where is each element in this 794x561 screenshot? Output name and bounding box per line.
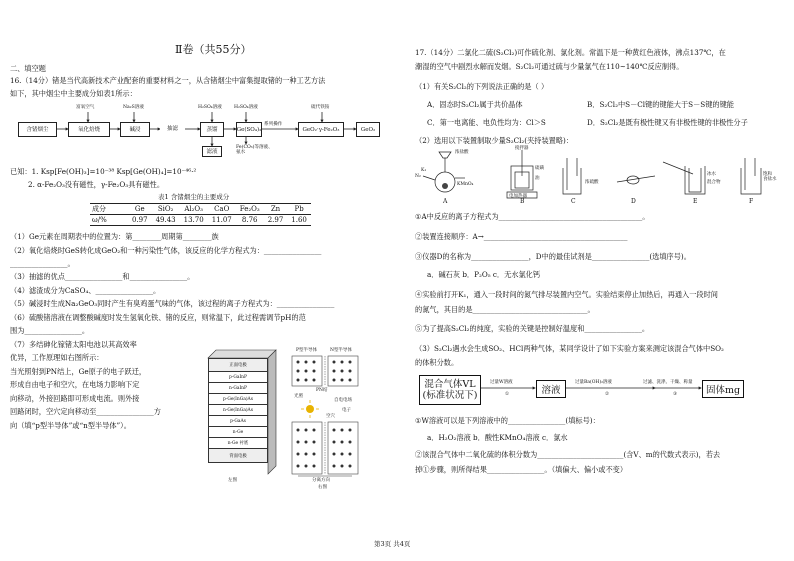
arrow-label-w: 过量W溶液 [490, 380, 513, 385]
flow-geo2-fe2o3: GeO₂·γ-Fe₂O₃ [298, 122, 344, 137]
flow-distill: 蒸馏 [200, 122, 224, 137]
pn-junction-figure [290, 348, 370, 488]
label-n-type: N型半导体 [330, 348, 352, 353]
label-F: F [749, 198, 754, 205]
label-heater: 电加热器 [509, 194, 527, 199]
table-title: 表1 含锗烟尘的主要成分 [158, 193, 230, 201]
label-kmno4: KMnO₄ [457, 182, 474, 187]
q17-j2b: 掉①步骤，则所得结果________________。（填偏大、偏小或不变） [415, 465, 628, 474]
q17-p1: （1）有关S₂Cl₂的下列说法正确的是（ ） [415, 82, 549, 91]
flow-series: 系列操作 [264, 122, 283, 127]
known-2: 2. α-Fe₂O₃没有磁性，γ-Fe₂O₃具有磁性。 [28, 180, 165, 189]
q16-s2a: （2）氧化焙烧时GeS转化成GeO₂和一种污染性气体，该反应的化学方程式为：________________ [10, 246, 322, 255]
q17-i4b: 的氮气，其目的是________________________________。 [415, 305, 595, 314]
q16-s7d: 形成自由电子和空穴，在电场力影响下定 [10, 380, 140, 389]
label-hole: 空穴 [326, 414, 335, 419]
table-cell: 0.97 [128, 215, 152, 226]
q16-s1: （1）Ge元素在周期表中的位置为：第________周期第________族 [10, 232, 219, 241]
q17-i3-options: a．碱石灰 b．P₂O₅ c．无水氯化钙 [427, 270, 541, 279]
table-cell: Fe₂O₃ [236, 204, 264, 215]
q17-i1: ①A中反应的离子方程式为________________________________________。 [415, 212, 650, 221]
table-cell: ω/% [90, 215, 128, 226]
box-mixed-gas: 混合气体VL (标准状况下) [419, 375, 481, 405]
apparatus-figure [405, 146, 794, 206]
table-header-row [90, 204, 311, 215]
flow-air: 富氧空气 [76, 105, 95, 110]
label-D: D [631, 198, 636, 205]
q16-s5: （5）碱浸时生成Na₂GeO₃同时产生有臭鸡蛋气味的气体，该过程的离子方程式为：________________ [10, 299, 335, 308]
flow-residue: 滤液 [202, 146, 222, 157]
q16-intro-2: 如下，其中烟尘中主要成分如表1所示： [10, 89, 137, 98]
solar-layer: n-Ge 衬底 [208, 438, 268, 449]
q17-i3: ③仪器D的名称为________________，D中的最佳试剂是________________(选填序号)。 [415, 252, 691, 261]
so2-process-scheme [405, 372, 794, 408]
q16-s6b: 围为________________。 [10, 326, 90, 335]
flow-h2so4: H₂SO₄溶液 [198, 105, 222, 110]
q16-intro-1: 16.（14分）锗是当代高新技术产业配套的重要材料之一，从含锗烟尘中富集提取锗的一种工艺方法 [10, 76, 326, 85]
section-heading: 二、填空题 [10, 64, 46, 73]
label-hcl: 浓盐酸 [455, 150, 469, 155]
q16-s7b: 优异，工作原理如右图所示： [10, 353, 104, 362]
label-stirrer: 搅拌器 [515, 146, 529, 151]
step-3: ③ [673, 392, 678, 397]
label-n2: N₂ [415, 174, 421, 179]
fig-right-caption: 右图 [318, 485, 327, 490]
table-cell: 13.70 [180, 215, 208, 226]
table-cell: Pb [287, 204, 311, 215]
label-C: C [571, 198, 576, 205]
solar-layer: n-GaInP [208, 383, 268, 394]
q17-p3a: （3）S₂Cl₂遇水会生成SO₂、HCl两种气体，某同学设计了如下实验方案来测定该混合气体中SO₂ [415, 344, 724, 353]
table-cell: 2.97 [264, 215, 288, 226]
q16-s7f: 回路闭时，空穴定向移动至________________方 [10, 407, 161, 416]
composition-table [90, 203, 311, 226]
solar-layer: n-Ge(InGa)As [208, 405, 268, 416]
q16-s4: （4）滤渣成分为CaSO₄、________________。 [10, 286, 161, 295]
label-oil: 油 [535, 176, 540, 181]
q17-j2a: ②该混合气体中二氧化硫的体积分数为________________________(含V、m的代数式表示)，若去 [415, 450, 721, 459]
q17-i4a: ④实验前打开K₁，通入一段时间的氮气排尽装置内空气。实验结束停止加热后，再通入一段时间 [415, 290, 718, 299]
label-conc-h2so4: 浓硫酸 [585, 180, 599, 185]
part-title: Ⅱ卷（共55分） [175, 43, 252, 56]
label-p-type: P型半导体 [296, 348, 318, 353]
table-cell: Zn [264, 204, 288, 215]
arrow-label-filter: 过滤、洗涤、干燥、称量 [643, 380, 693, 385]
table-cell: 11.07 [208, 215, 236, 226]
arrow-label-baoh2: 过量Ba(OH)₂溶液 [575, 380, 612, 385]
table-cell: 1.60 [287, 215, 311, 226]
label-sunlight: 光照 [294, 394, 303, 399]
q16-s7e: 向移动，外接回路即可形成电流。则外接 [10, 394, 140, 403]
q16-flowchart [0, 100, 400, 160]
q17-opt-a: A．固态时S₂Cl₂属于共价晶体 [427, 100, 523, 109]
solar-cell-stack-figure [198, 348, 278, 488]
apparatus-drawing [405, 146, 794, 206]
solar-layer: 正面电极 [208, 358, 268, 372]
q16-s3: （3）抽滤的优点________________和________________。 [10, 272, 195, 281]
flow-fe-solution: Fe(CO₃)等溶液、 氨水 [236, 145, 273, 155]
flow-leach: 碱浸 [120, 122, 150, 137]
table-cell: 成分 [90, 204, 128, 215]
box-solid: 固体mg [702, 380, 744, 398]
flow-raw: 含锗烟尘 [18, 122, 57, 137]
table-cell: 49.43 [152, 215, 180, 226]
label-mixture: 混合物 [707, 180, 721, 185]
page-footer: 第3页 共4页 [374, 540, 411, 548]
q17-opt-d: D．S₂Cl₂是既有极性键又有非极性键的非极性分子 [587, 118, 748, 127]
step-2: ② [605, 392, 610, 397]
q16-s2b: ________________。 [10, 259, 75, 268]
label-E: E [693, 198, 698, 205]
label-flow-direction: 分离方向 [312, 478, 330, 483]
solar-layer: 背面电极 [208, 449, 268, 463]
q16-s7g: 向（填“p型半导体”或“n型半导体”）。 [10, 421, 131, 430]
q17-p2: （2）选用以下装置制取少量S₂Cl₂(夹持装置略)： [415, 136, 574, 145]
known-1: 已知：1. Ksp[Fe(OH)₃]=10⁻³⁸ Ksp[Ge(OH)₄]=10⁻⁴⁶·² [10, 167, 197, 176]
q17-i2: ②装置连接顺序：A→________________________________________ [415, 232, 628, 241]
flow-roast: 氧化焙烧 [68, 122, 110, 137]
label-B: B [520, 198, 525, 205]
table-cell: SiO₂ [152, 204, 180, 215]
q17-intro-1: 17.（14分）二氯化二硫(S₂Cl₂)可作硫化剂、氯化剂。常温下是一种黄红色液体，沸点137℃，在 [415, 48, 726, 57]
box-solution: 溶液 [536, 380, 566, 398]
q17-opt-b: B．S₂Cl₂中S－Cl键的键能大于S－S键的键能 [587, 100, 734, 109]
label-ice-water: 冰水 [707, 172, 716, 177]
flow-filter: 抽滤 [160, 122, 185, 135]
table-cell: Al₂O₃ [180, 204, 208, 215]
label-A: A [443, 198, 448, 205]
table-cell: Ge [128, 204, 152, 215]
label-pn-junction: PN结 [316, 388, 328, 393]
table-cell: 8.76 [236, 215, 264, 226]
table-value-row [90, 215, 311, 226]
q17-opt-c: C．第一电离能、电负性均为：Cl＞S [427, 118, 546, 127]
q17-intro-2: 潮湿的空气中剧烈水解而发烟。S₂Cl₂可通过硫与少量氯气在110~140℃反应制得。 [415, 62, 684, 71]
solar-layer: n-Ge [208, 427, 268, 438]
flow-ge-so4: Ge(SO₄)₂ [236, 122, 262, 137]
label-saturated-brine: 饱和 食盐水 [763, 172, 777, 182]
solar-layer: p-Ge(InGa)As [208, 394, 268, 405]
q17-j1: ①W溶液可以是下列溶液中的________________(填标号)： [415, 416, 600, 425]
step-1: ① [505, 392, 510, 397]
flow-na2s: Na₂S溶液 [123, 105, 144, 110]
table-cell: CaO [208, 204, 236, 215]
q16-s6a: （6）硫酸锗溶液在调整酸碱度时发生氢氧化铁、锗的反应，则常温下，此过程需调节pH的范 [10, 313, 306, 322]
solar-layer: p-GaAs [208, 416, 268, 427]
q17-p3b: 的体积分数。 [415, 358, 459, 367]
label-electron: 电子 [342, 408, 351, 413]
q16-s7a: （7）多结砷化镓锗太阳电池以其高效率 [10, 340, 137, 349]
label-k1: K₁ [421, 168, 427, 173]
label-sulfur: 硫磺 [535, 166, 544, 171]
label-field: 自电电场 [334, 398, 352, 403]
flow-h2so4-b: H₂SO₄溶液 [234, 105, 258, 110]
flow-fe-reagent: 硫代铁铵 [311, 105, 330, 110]
q17-i5: ⑤为了提高S₂Cl₂的纯度，实验的关键是控制好温度和________________。 [415, 324, 650, 333]
q17-j1-options: a．H₂O₂溶液 b．酸性KMnO₄溶液 c．氯水 [427, 433, 568, 442]
solar-layer: p-GaInP [208, 372, 268, 383]
layer-stack [208, 358, 268, 463]
q16-s7c: 当光照射到PN结上，Ge原子的电子跃迁， [10, 367, 147, 376]
flow-geo2: GeO₂ [356, 122, 380, 137]
fig-left-caption: 左图 [228, 478, 237, 483]
